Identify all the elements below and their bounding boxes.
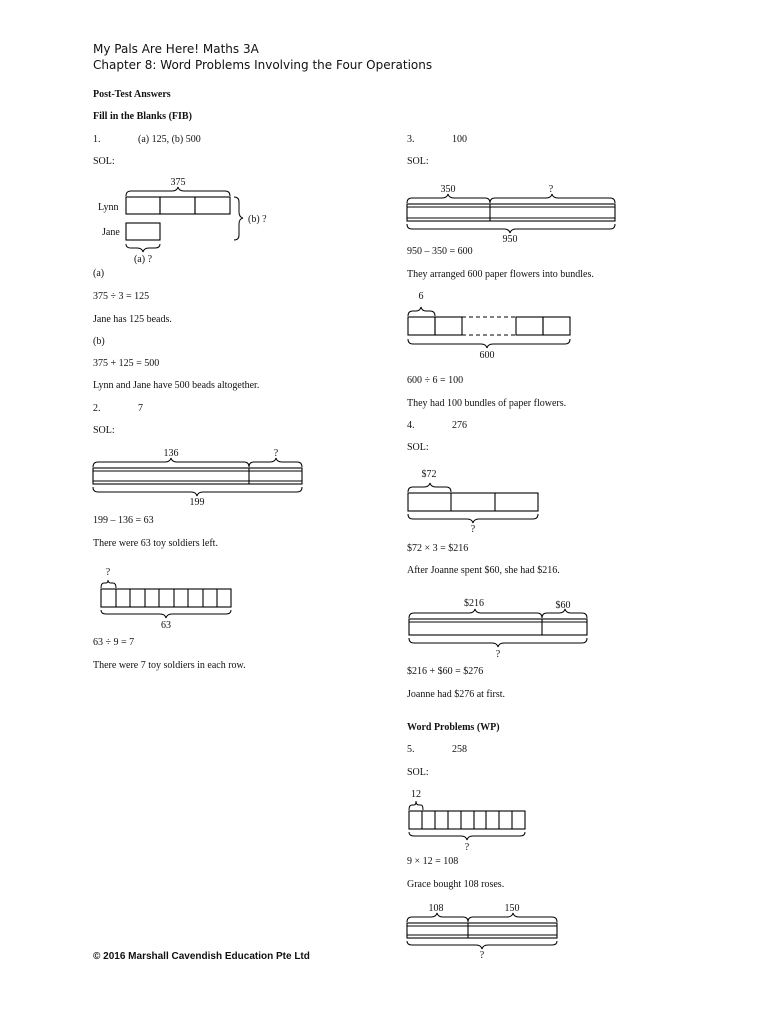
q3-equation-1: 950 – 350 = 600 [407,246,473,257]
q2-part-label: 136 [163,448,179,459]
q1-jane-label: Jane [102,227,120,238]
q5-total-label: ? [464,842,470,853]
q5-total-brace-2 [407,941,557,949]
q3-sol-label: SOL: [407,156,429,167]
q4-total-label-2: ? [495,649,501,660]
q4-answer: 276 [452,420,467,431]
q2-equation-2: 63 ÷ 9 = 7 [93,637,135,648]
q2-statement-1: There were 63 toy soldiers left. [93,538,218,549]
q2-answer: 7 [138,403,143,414]
q4-equation-1: $72 × 3 = $216 [407,543,469,554]
copyright-footer: © 2016 Marshall Cavendish Education Pte Ltd [93,951,310,962]
q2-total-label-2: 63 [161,620,171,631]
section-fib-heading: Fill in the Blanks (FIB) [93,111,192,122]
q5-number: 5. [407,744,415,755]
q2-number: 2. [93,403,101,414]
q4-part1-label: $216 [464,598,484,609]
q5-statement-1: Grace bought 108 roses. [407,879,505,890]
q2-total-label: 199 [189,497,205,508]
q1-number: 1. [93,134,101,145]
q3-total-label-2: 600 [479,350,495,361]
q4-statement-2: Joanne had $276 at first. [407,689,506,700]
q1-statement-b: Lynn and Jane have 500 beads altogether. [93,380,260,391]
q1-part-a: (a) [93,268,105,279]
q1-lynn-label: Lynn [98,202,119,213]
q1-part-b: (b) [93,336,105,347]
q5-part2-brace [468,913,557,922]
q4-equation-2: $216 + $60 = $276 [407,666,484,677]
q5-sol-label: SOL: [407,767,429,778]
q3-equation-2: 600 ÷ 6 = 100 [407,375,464,386]
q5-unit-label: 12 [411,789,421,800]
q5-part1-brace [407,913,468,922]
q4-part2-label: $60 [555,600,571,611]
q4-total-label: ? [470,524,476,535]
q1-sol-label: SOL: [93,156,115,167]
book-title: My Pals Are Here! Maths 3A [93,42,259,56]
q3-number: 3. [407,134,415,145]
q1-a-label: (a) ? [133,254,153,265]
q3-statement-1: They arranged 600 paper flowers into bundles. [407,269,594,280]
q3-part-label: 350 [440,184,456,195]
q1-answer: (a) 125, (b) 500 [138,134,201,145]
q1-statement-a: Jane has 125 beads. [93,314,172,325]
page-title: Post-Test Answers [93,89,171,100]
q1-total-label: 375 [170,177,186,188]
q4-statement-1: After Joanne spent $60, she had $216. [407,565,560,576]
q2-sol-label: SOL: [93,425,115,436]
q4-sol-label: SOL: [407,442,429,453]
q3-unknown-label: ? [548,184,554,195]
q4-unit-label: $72 [421,469,437,480]
q2-unit-label: ? [105,567,111,578]
q2-unknown-label: ? [273,448,279,459]
q5-answer: 258 [452,744,467,755]
q5-equation-1: 9 × 12 = 108 [407,856,459,867]
q1-b-label: (b) ? [248,214,267,225]
q2-statement-2: There were 7 toy soldiers in each row. [93,660,246,671]
q3-answer: 100 [452,134,467,145]
section-wp-heading: Word Problems (WP) [407,722,500,733]
q5-part1-label: 108 [428,903,444,914]
q3-total-label: 950 [502,234,518,245]
q5-part2-label: 150 [504,903,520,914]
q2-equation-1: 199 – 136 = 63 [93,515,154,526]
q5-total-label-2: ? [479,950,485,961]
q1-equation-a: 375 ÷ 3 = 125 [93,291,150,302]
q3-statement-2: They had 100 bundles of paper flowers. [407,398,567,409]
q1-equation-b: 375 + 125 = 500 [93,358,160,369]
q4-number: 4. [407,420,415,431]
q3-unit-label: 6 [418,291,424,302]
chapter-title: Chapter 8: Word Problems Involving the Four Operations [93,58,433,72]
